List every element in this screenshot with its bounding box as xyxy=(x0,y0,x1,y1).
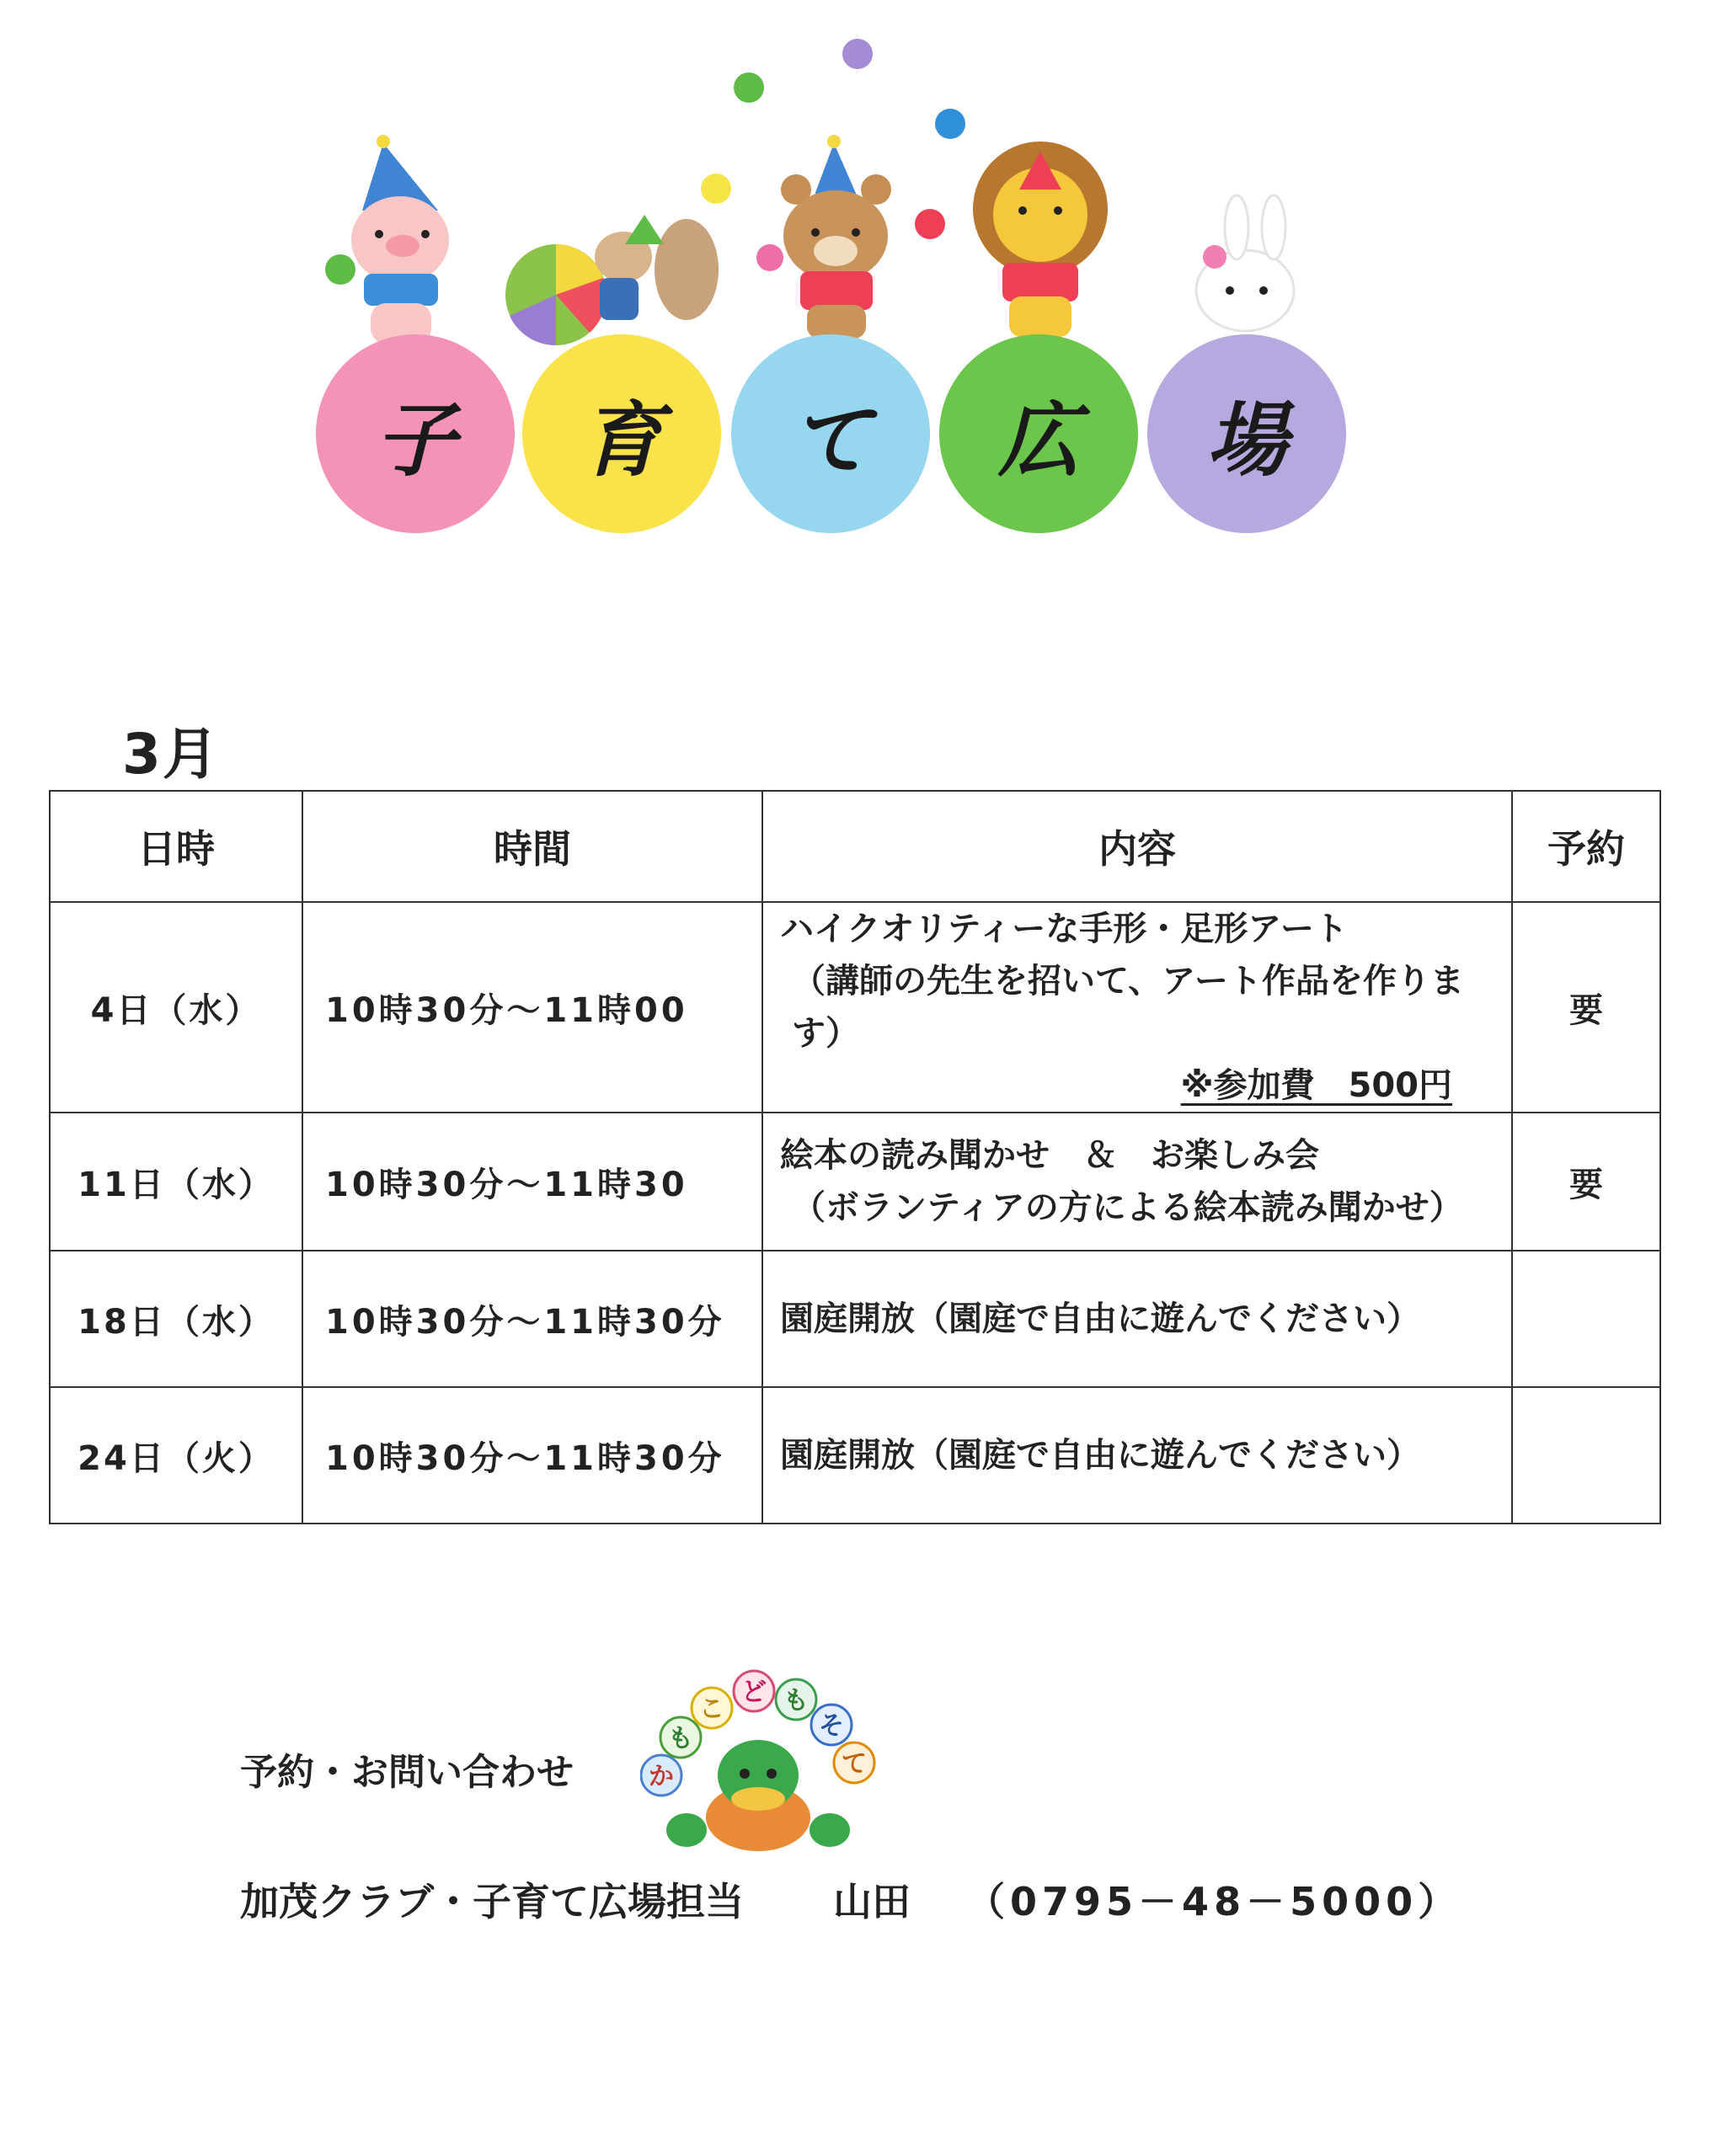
juggle-dot xyxy=(734,72,764,103)
row-date: 18日（水） xyxy=(50,1251,302,1387)
fee-note xyxy=(780,1059,1511,1112)
header-time: 時間 xyxy=(302,791,762,902)
contact-person: 山田 xyxy=(833,1879,911,1924)
title-char: て xyxy=(790,392,871,488)
juggle-dot xyxy=(935,109,965,139)
content-line: 園庭開放（園庭で自由に遊んでください） xyxy=(780,1299,1420,1338)
contact-phone: （0795－48－5000） xyxy=(966,1879,1462,1924)
table-row xyxy=(50,1113,1660,1251)
logo-char: こ xyxy=(699,1694,724,1724)
logo-char: て xyxy=(842,1749,867,1779)
juggle-dot xyxy=(756,244,783,271)
row-date: 4日（水） xyxy=(50,902,302,1113)
row-content xyxy=(762,1251,1512,1387)
title-char-ball xyxy=(316,334,515,533)
juggle-dot xyxy=(325,254,355,285)
title-char-ball xyxy=(939,334,1138,533)
header-content: 内容 xyxy=(762,791,1512,902)
title-char: 場 xyxy=(1206,392,1287,488)
logo-char: そ xyxy=(819,1711,844,1741)
row-content xyxy=(762,902,1512,1113)
contact-heading: 予約・お問い合わせ xyxy=(240,1751,574,1794)
squirrel-icon xyxy=(505,215,719,345)
fee-text: ※参加費 500円 xyxy=(1180,1066,1452,1105)
row-time: 10時30分～11時00 xyxy=(302,902,762,1113)
content-line: 絵本の読み聞かせ ＆ お楽しみ会 xyxy=(780,1136,1319,1175)
table-row xyxy=(50,1387,1660,1524)
logo-char: も xyxy=(783,1686,809,1716)
row-reservation xyxy=(1512,1387,1660,1524)
contact-org: 加茂クラブ・子育て広場担当 xyxy=(240,1879,744,1924)
contact-line xyxy=(240,1871,1462,1927)
logo-char: ど xyxy=(741,1678,767,1707)
row-time: 10時30分～11時30分 xyxy=(302,1251,762,1387)
row-reservation xyxy=(1512,1251,1660,1387)
table-row xyxy=(50,1251,1660,1387)
logo-char: も xyxy=(668,1724,693,1753)
header-date: 日時 xyxy=(50,791,302,902)
pig-icon xyxy=(351,135,449,344)
title-char-ball xyxy=(522,334,721,533)
juggle-dot xyxy=(915,209,945,239)
title-char: 育 xyxy=(581,392,662,488)
juggle-dot xyxy=(701,173,731,204)
juggle-dot xyxy=(842,39,873,69)
rabbit-icon xyxy=(1196,195,1294,331)
row-time: 10時30分～11時30 xyxy=(302,1113,762,1251)
schedule-table xyxy=(49,790,1661,1524)
content-line: （ボランティアの方による絵本読み聞かせ） xyxy=(792,1188,1463,1227)
kamo-kodomo-logo xyxy=(640,1657,884,1860)
header-reservation: 予約 xyxy=(1512,791,1660,902)
row-content xyxy=(762,1387,1512,1524)
logo-char: か xyxy=(649,1762,674,1791)
bear-icon xyxy=(781,135,891,339)
lion-icon xyxy=(973,141,1108,337)
month-heading: 3月 xyxy=(122,722,220,787)
row-reservation: 要 xyxy=(1512,1113,1660,1251)
title-char-ball xyxy=(1147,334,1346,533)
title-char: 広 xyxy=(998,392,1079,488)
title-char-ball xyxy=(731,334,930,533)
row-date: 24日（火） xyxy=(50,1387,302,1524)
table-row xyxy=(50,902,1660,1113)
row-time: 10時30分～11時30分 xyxy=(302,1387,762,1524)
row-date: 11日（水） xyxy=(50,1113,302,1251)
content-line: 園庭開放（園庭で自由に遊んでください） xyxy=(780,1436,1420,1475)
content-line: （講師の先生を招いて、アート作品を作ります） xyxy=(792,962,1464,1053)
row-content xyxy=(762,1113,1512,1251)
table-header-row xyxy=(50,791,1660,902)
title-char: 子 xyxy=(375,392,456,488)
duck-logo-icon xyxy=(640,1657,884,1860)
row-reservation: 要 xyxy=(1512,902,1660,1113)
content-line: ハイクオリティーな手形・足形アート xyxy=(780,910,1348,948)
